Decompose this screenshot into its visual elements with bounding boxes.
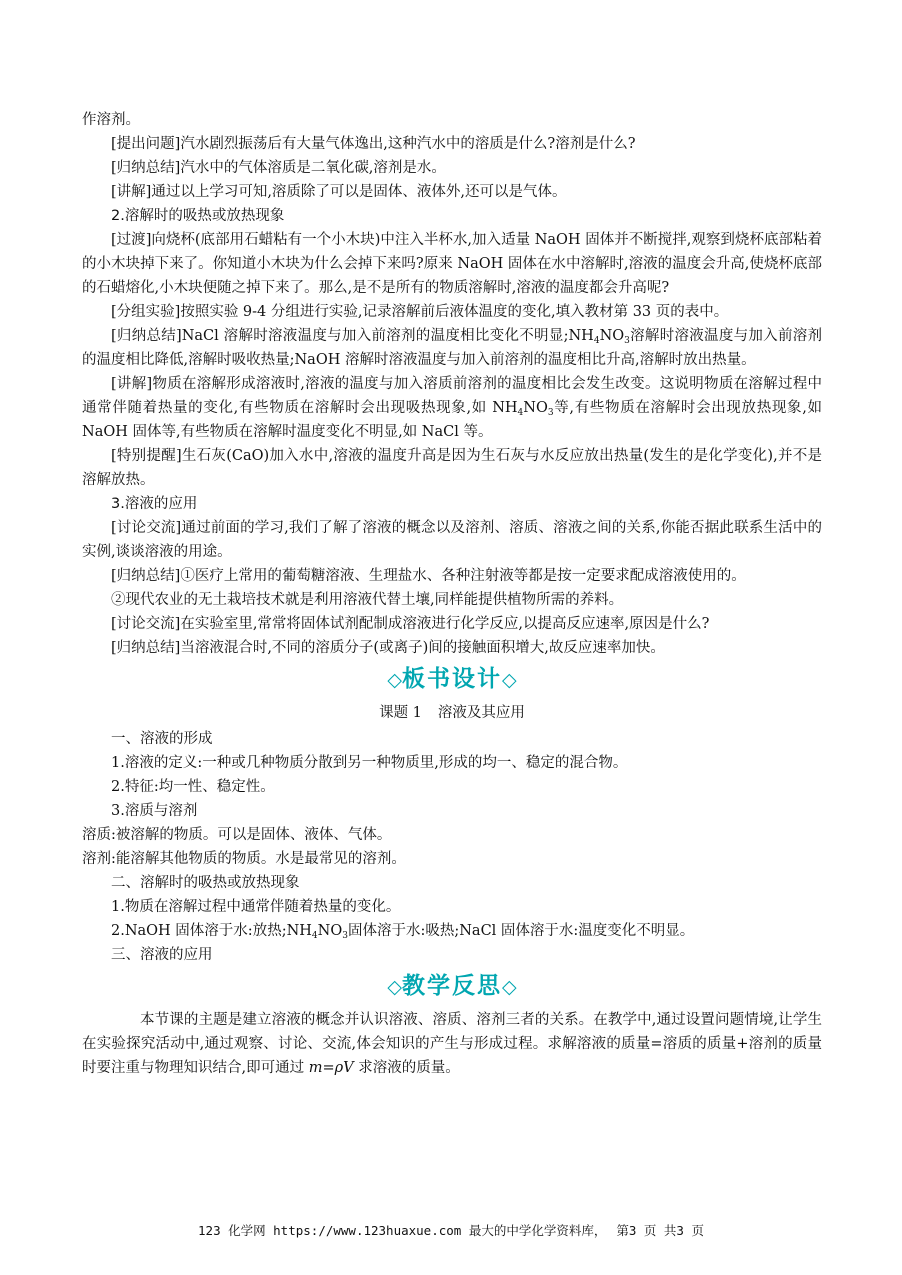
subscript: 4 [593,336,600,346]
board-section-title: 一、溶液的形成 [111,731,213,747]
formula: m=ρV [308,1060,354,1076]
diamond-icon: ◇ [502,669,517,691]
reminder-paragraph: [特别提醒]生石灰(CaO)加入水中,溶液的温度升高是因为生石灰与水反应放出热量(发生的是化学变化),并不是溶解放热。 [82,448,822,488]
question-paragraph: [提出问题]汽水剧烈振荡后有大量气体逸出,这种汽水中的溶质是什么?溶剂是什么? [111,136,636,152]
summary-paragraph: [归纳总结]汽水中的气体溶质是二氧化碳,溶剂是水。 [111,160,446,176]
heading-text: 教学反思 [402,973,502,999]
section-title: 3.溶液的应用 [111,496,198,512]
board-line [82,919,822,943]
reflection-paragraph [82,1008,822,1080]
board-line: 2.特征:均一性、稳定性。 [111,779,275,795]
text-segment: NO [317,923,343,939]
page-number: 第3 页 共3 页 [616,1223,704,1238]
heading-text: 板书设计 [402,666,502,692]
board-line: 1.溶液的定义:一种或几种物质分散到另一种物质里,形成的均一、稳定的混合物。 [111,755,628,771]
board-line: 溶质:被溶解的物质。可以是固体、液体、气体。 [82,827,392,843]
experiment-paragraph: [分组实验]按照实验 9-4 分组进行实验,记录溶解前后液体温度的变化,填入教材第 33 页的表中。 [111,304,729,320]
transition-paragraph: [过渡]向烧杯(底部用石蜡粘有一个小木块)中注入半杯水,加入适量 NaOH 固体并不断搅拌,观察到烧杯底部粘着的小木块掉下来了。你知道小木块为什么会掉下来吗?原来 NaOH 固体在水中溶解时,溶液的温度会升高,使烧杯底部的石蜡熔化,小木块便随之掉下来了。那么,是不是所有的物质溶解时,溶液的温度都会升高呢? [82,232,822,296]
board-line: 3.溶质与溶剂 [111,803,198,819]
board-line: 1.物质在溶解过程中通常伴随着热量的变化。 [111,899,401,915]
diamond-icon: ◇ [387,669,402,691]
explanation-paragraph: [讲解]通过以上学习可知,溶质除了可以是固体、液体外,还可以是气体。 [111,184,567,200]
text-segment: NO [599,328,625,344]
subscript: 3 [547,408,554,418]
subscript: 4 [311,931,318,941]
footer-site-text: 123 化学网 https://www.123huaxue.com 最大的中学化学资料库， [198,1223,607,1238]
explanation-paragraph [82,372,822,444]
text-segment: 本节课的主题是建立溶液的概念并认识溶液、溶质、溶剂三者的关系。在教学中,通过设置问题情境,让学生在实验探究活动中,通过观察、讨论、交流,体会知识的产生与形成过程。求解溶液的质量=溶质的质量+溶剂的质量时要注重与物理知识结合,即可通过 [82,1012,822,1076]
text-segment: 求溶液的质量。 [353,1060,460,1076]
discussion-paragraph: [讨论交流]在实验室里,常常将固体试剂配制成溶液进行化学反应,以提高反应速率,原因是什么? [111,616,710,632]
board-line: 溶剂:能溶解其他物质的物质。水是最常见的溶剂。 [82,851,406,867]
summary-paragraph [82,324,822,372]
reflection-heading [82,973,822,1000]
text-segment: 2.NaOH 固体溶于水:放热;NH [111,923,312,939]
text-segment: 等,有些物质在溶解时会出现放热现象,如 NaOH 固体等,有些物质在溶解时温度变化不明显,如 NaCl 等。 [82,400,822,440]
board-section-title: 二、溶解时的吸热或放热现象 [111,875,300,891]
text-segment: 溶解时溶液温度与加入前溶剂的温度相比降低,溶解时吸收热量;NaOH 溶解时溶液温度与加入前溶剂的温度相比升高,溶解时放出热量。 [82,328,823,368]
discussion-paragraph: [讨论交流]通过前面的学习,我们了解了溶液的概念以及溶剂、溶质、溶液之间的关系,你能否据此联系生活中的实例,谈谈溶液的用途。 [82,520,822,560]
lesson-number: 课题 1 [379,705,422,721]
board-design-heading [82,666,822,693]
text-segment: [归纳总结]NaCl 溶解时溶液温度与加入前溶剂的温度相比变化不明显;NH [111,328,594,344]
text-segment: 固体溶于水:吸热;NaCl 固体溶于水:温度变化不明显。 [347,923,695,939]
subscript: 4 [517,408,524,418]
text-line: ②现代农业的无土栽培技术就是利用溶液代替土壤,同样能提供植物所需的养料。 [111,592,624,608]
document-body [82,108,822,1080]
board-section-title: 三、溶液的应用 [111,947,213,963]
text-segment: NO [523,400,548,416]
lesson-title: 溶液及其应用 [437,705,525,721]
summary-paragraph: [归纳总结]①医疗上常用的葡萄糖溶液、生理盐水、各种注射液等都是按一定要求配成溶液使用的。 [111,568,746,584]
subscript: 3 [624,336,630,346]
diamond-icon: ◇ [387,976,402,998]
diamond-icon: ◇ [502,976,517,998]
summary-paragraph: [归纳总结]当溶液混合时,不同的溶质分子(或离子)间的接触面积增大,故反应速率加快。 [111,640,665,656]
text-segment: [讲解]物质在溶解形成溶液时,溶液的温度与加入溶质前溶剂的温度相比会发生改变。这说明物质在溶解过程中通常伴随着热量的变化,有些物质在溶解时会出现吸热现象,如 NH [82,376,822,416]
section-title: 2.溶解时的吸热或放热现象 [111,208,285,224]
text-line: 作溶剂。 [82,112,140,128]
page-footer [0,1221,902,1239]
subscript: 3 [342,931,348,941]
board-subtitle [82,701,822,725]
